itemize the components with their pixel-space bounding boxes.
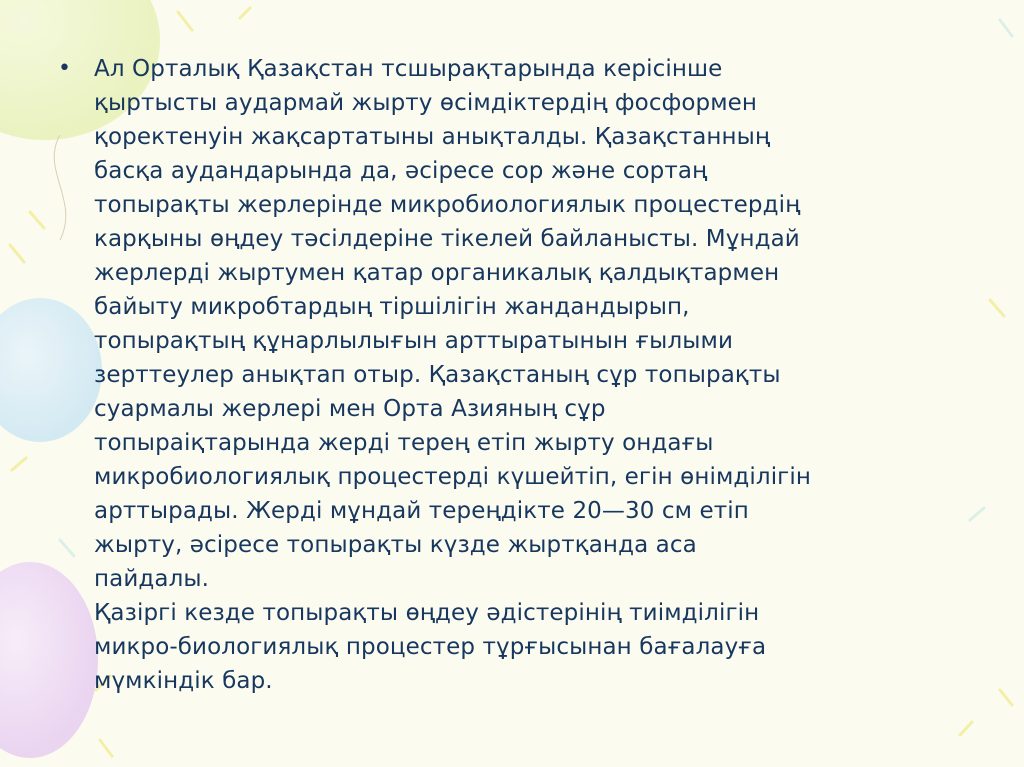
- text-line: Ал Орталық Қазақстан тсшырақтарында керісінше: [94, 56, 723, 82]
- text-line: қоректенуін жақсартатыны анықталды. Қазақстанның: [94, 124, 771, 150]
- slide-body: [52, 52, 992, 698]
- text-line: микробиологиялық процестерді күшейтіп, егін өнімділігін: [94, 464, 811, 490]
- text-line: Қазіргі кезде топырақты өңдеу әдістерінің тиімділігін: [94, 600, 760, 626]
- bullet-icon: •: [58, 56, 71, 81]
- text-line: арттырады. Жерді мұндай тереңдікте 20—30 см етіп: [94, 498, 749, 524]
- text-line: мүмкіндік бар.: [94, 668, 273, 694]
- text-line: жырту, әсіресе топырақты күзде жыртқанда аса: [94, 532, 697, 558]
- text-line: байыту микробтардың тіршілігін жандандырып,: [94, 294, 690, 320]
- bullet-item: [52, 52, 992, 698]
- text-line: жерлерді жыртумен қатар органикалық қалдықтармен: [94, 260, 780, 286]
- text-line: топырақтың құнарлылығын арттыратынын ғылыми: [94, 328, 734, 354]
- text-line: топырақты жерлерінде микробиологиялык процестердің: [94, 192, 801, 218]
- text-line: пайдалы.: [94, 566, 210, 592]
- text-line: суармалы жерлері мен Орта Азияның сұр: [94, 396, 606, 422]
- text-line: микро-биологиялық процестер тұрғысынан бағалауға: [94, 634, 767, 660]
- text-line: карқыны өңдеу тәсілдеріне тікелей байланысты. Мұндай: [94, 226, 800, 252]
- text-line: қыртысты аудармай жырту өсімдіктердің фосформен: [94, 90, 758, 116]
- text-line: басқа аудандарында да, әсіресе сор және сортаң: [94, 158, 708, 184]
- text-line: зерттеулер анықтап отыр. Қазақстаның сұр топырақты: [94, 362, 781, 388]
- text-line: топыраіқтарында жерді терең етіп жырту ондағы: [94, 430, 714, 456]
